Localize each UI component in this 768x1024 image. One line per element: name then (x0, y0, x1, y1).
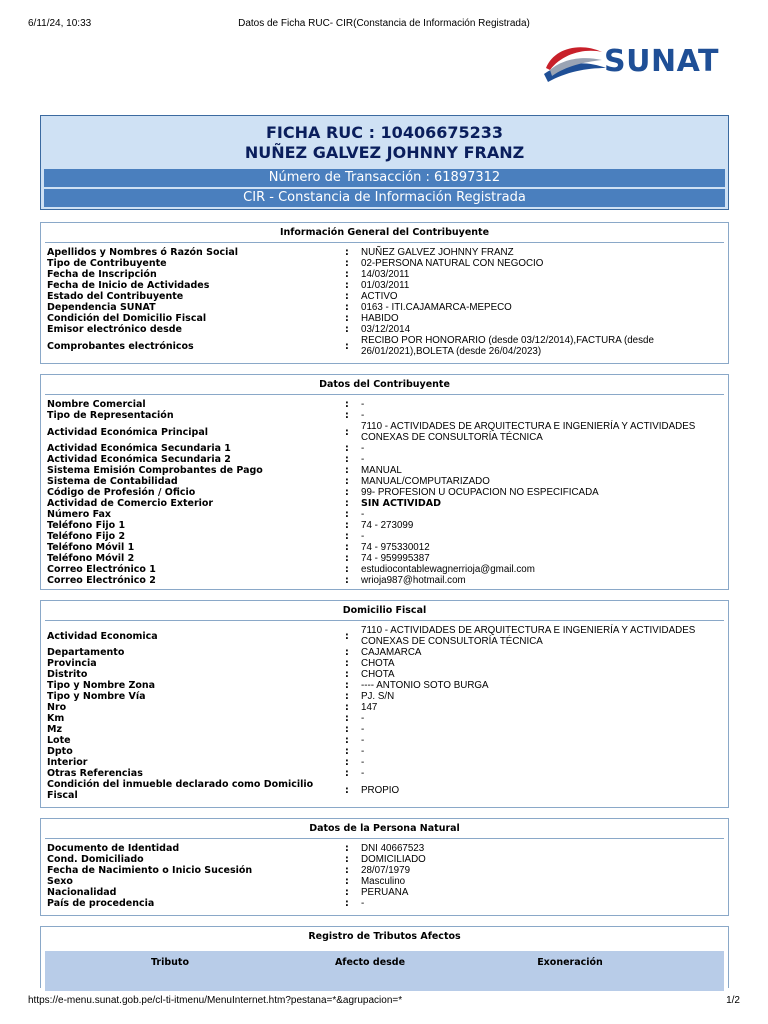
cir-title: CIR - Constancia de Información Registrada (44, 189, 725, 207)
field-separator: : (345, 498, 349, 509)
field-value: 7110 - ACTIVIDADES DE ARQUITECTURA E INGENIERÍA Y ACTIVIDADES CONEXAS DE CONSULTORÍA TÉCNICA (361, 421, 696, 443)
field-label: Teléfono Fijo 1 (47, 520, 126, 531)
field-separator: : (345, 784, 349, 796)
field-label: Teléfono Fijo 2 (47, 531, 126, 542)
field-label: Comprobantes electrónicos (47, 340, 194, 352)
field-row (47, 335, 722, 357)
field-label: Sistema de Contabilidad (47, 476, 178, 487)
field-row (47, 757, 722, 768)
field-value: Masculino (361, 876, 406, 887)
field-row (47, 625, 722, 647)
section-informacion-general (40, 222, 729, 364)
field-separator: : (345, 768, 349, 779)
field-separator: : (345, 658, 349, 669)
section-tributos-afectos (40, 926, 729, 988)
field-label: Cond. Domiciliado (47, 854, 144, 865)
column-header-afecto-desde: Afecto desde (334, 957, 406, 968)
field-row (47, 779, 722, 801)
field-row (47, 410, 722, 421)
field-label: Código de Profesión / Oficio (47, 487, 196, 498)
field-separator: : (345, 399, 349, 410)
field-separator: : (345, 887, 349, 898)
field-separator: : (345, 876, 349, 887)
field-row (47, 658, 722, 669)
field-row (47, 476, 722, 487)
print-datetime: 6/11/24, 10:33 (28, 18, 92, 29)
field-value: - (361, 410, 365, 421)
field-row (47, 575, 722, 586)
field-value: 74 - 959995387 (361, 553, 430, 564)
field-label: Sistema Emisión Comprobantes de Pago (47, 465, 263, 476)
field-label: Provincia (47, 658, 97, 669)
field-row (47, 324, 722, 335)
field-value: MANUAL (361, 465, 402, 476)
field-value: wrioja987@hotmail.com (361, 575, 466, 586)
field-row (47, 520, 722, 531)
field-separator: : (345, 647, 349, 658)
info-rows (41, 395, 728, 586)
field-value: 14/03/2011 (361, 269, 410, 280)
field-label: Fecha de Inicio de Actividades (47, 280, 210, 291)
field-label: Teléfono Móvil 2 (47, 553, 135, 564)
field-row (47, 887, 722, 898)
field-row (47, 713, 722, 724)
field-label: Fecha de Inscripción (47, 269, 157, 280)
transaction-number: Número de Transacción : 61897312 (44, 169, 725, 187)
field-row (47, 843, 722, 854)
field-value: - (361, 713, 365, 724)
field-row (47, 735, 722, 746)
field-row (47, 669, 722, 680)
field-row (47, 399, 722, 410)
ficha-header (40, 115, 729, 210)
field-label: Interior (47, 757, 88, 768)
field-row (47, 691, 722, 702)
field-value: - (361, 746, 365, 757)
field-label: Condición del inmueble declarado como Domicilio Fiscal (47, 779, 314, 801)
field-value: 03/12/2014 (361, 324, 411, 335)
field-separator: : (345, 247, 349, 258)
field-label: Lote (47, 735, 71, 746)
field-label: Tipo de Representación (47, 410, 174, 421)
field-label: Condición del Domicilio Fiscal (47, 313, 207, 324)
field-separator: : (345, 691, 349, 702)
field-value: 74 - 975330012 (361, 542, 430, 553)
field-value: 02-PERSONA NATURAL CON NEGOCIO (361, 258, 544, 269)
field-label: Emisor electrónico desde (47, 324, 182, 335)
field-label: Dpto (47, 746, 73, 757)
field-value: 28/07/1979 (361, 865, 411, 876)
field-separator: : (345, 454, 349, 465)
section-title: Domicilio Fiscal (45, 601, 724, 621)
field-row (47, 865, 722, 876)
field-label: Tipo y Nombre Vía (47, 691, 146, 702)
field-separator: : (345, 564, 349, 575)
field-row (47, 498, 722, 509)
field-separator: : (345, 443, 349, 454)
field-separator: : (345, 898, 349, 909)
section-title: Información General del Contribuyente (45, 223, 724, 243)
field-separator: : (345, 340, 349, 352)
field-value: 0163 - ITI.CAJAMARCA-MEPECO (361, 302, 512, 313)
print-footer (28, 995, 740, 1009)
field-separator: : (345, 465, 349, 476)
field-separator: : (345, 258, 349, 269)
field-label: Teléfono Móvil 1 (47, 542, 135, 553)
tributos-table-header (45, 951, 724, 991)
field-row (47, 702, 722, 713)
field-separator: : (345, 426, 349, 438)
field-row (47, 542, 722, 553)
field-row (47, 258, 722, 269)
print-document-title: Datos de Ficha RUC- CIR(Constancia de Información Registrada) (238, 18, 530, 29)
field-value: - (361, 399, 365, 410)
field-separator: : (345, 509, 349, 520)
field-separator: : (345, 476, 349, 487)
print-header (28, 18, 740, 32)
field-value: RECIBO POR HONORARIO (desde 03/12/2014),FACTURA (desde 26/01/2021),BOLETA (desde 26/04/2023) (361, 335, 654, 357)
field-separator: : (345, 680, 349, 691)
field-separator: : (345, 843, 349, 854)
field-label: Actividad Económica Secundaria 2 (47, 454, 231, 465)
field-separator: : (345, 487, 349, 498)
field-separator: : (345, 553, 349, 564)
field-row (47, 302, 722, 313)
field-separator: : (345, 724, 349, 735)
field-row (47, 509, 722, 520)
field-row (47, 247, 722, 258)
section-domicilio-fiscal (40, 600, 729, 808)
field-row (47, 421, 722, 443)
field-label: Número Fax (47, 509, 112, 520)
field-value: CHOTA (361, 658, 395, 669)
field-value: - (361, 724, 365, 735)
section-title: Datos del Contribuyente (45, 375, 724, 395)
column-header-exoneracion: Exoneración (537, 957, 603, 968)
field-row (47, 724, 722, 735)
field-label: Mz (47, 724, 62, 735)
field-label: Nro (47, 702, 67, 713)
field-label: Correo Electrónico 2 (47, 575, 156, 586)
field-row (47, 487, 722, 498)
field-label: Distrito (47, 669, 88, 680)
field-value: - (361, 898, 365, 909)
field-value: DOMICILIADO (361, 854, 426, 865)
field-label: Correo Electrónico 1 (47, 564, 156, 575)
field-value: 147 (361, 702, 378, 713)
info-rows (41, 621, 728, 801)
field-label: Otras Referencias (47, 768, 143, 779)
field-value: ---- ANTONIO SOTO BURGA (361, 680, 489, 691)
field-label: Documento de Identidad (47, 843, 180, 854)
page-number: 1/2 (726, 995, 740, 1006)
field-row (47, 553, 722, 564)
sunat-logo (540, 36, 730, 88)
field-value: estudiocontablewagnerrioja@gmail.com (361, 564, 535, 575)
field-label: Actividad Económica Secundaria 1 (47, 443, 231, 454)
field-label: Departamento (47, 647, 125, 658)
field-value: - (361, 757, 365, 768)
field-row (47, 768, 722, 779)
field-separator: : (345, 669, 349, 680)
ruc-line: FICHA RUC : 10406675233 (265, 123, 504, 142)
field-separator: : (345, 854, 349, 865)
field-row (47, 269, 722, 280)
field-value: CAJAMARCA (361, 647, 422, 658)
field-row (47, 680, 722, 691)
field-row (47, 465, 722, 476)
field-row (47, 313, 722, 324)
field-value: 7110 - ACTIVIDADES DE ARQUITECTURA E INGENIERÍA Y ACTIVIDADES CONEXAS DE CONSULTORÍA TÉCNICA (361, 625, 696, 647)
field-separator: : (345, 531, 349, 542)
field-label: Actividad Economica (47, 630, 158, 642)
field-value: PJ. S/N (361, 691, 395, 702)
field-row (47, 898, 722, 909)
field-value: - (361, 768, 365, 779)
field-row (47, 443, 722, 454)
sunat-logo-text: SUNAT (604, 44, 719, 79)
field-value: HABIDO (361, 313, 399, 324)
field-label: Actividad Económica Principal (47, 426, 209, 438)
field-separator: : (345, 735, 349, 746)
section-persona-natural (40, 818, 729, 916)
field-separator: : (345, 520, 349, 531)
field-value: - (361, 735, 365, 746)
field-value: 01/03/2011 (361, 280, 410, 291)
field-row (47, 280, 722, 291)
field-separator: : (345, 713, 349, 724)
field-value: PROPIO (361, 784, 400, 796)
field-separator: : (345, 702, 349, 713)
field-row (47, 564, 722, 575)
field-label: Estado del Contribuyente (47, 291, 184, 302)
section-title: Registro de Tributos Afectos (308, 931, 461, 942)
field-row (47, 876, 722, 887)
field-value: NUÑEZ GALVEZ JOHNNY FRANZ (361, 247, 514, 258)
field-label: País de procedencia (47, 898, 155, 909)
field-label: Tipo y Nombre Zona (47, 680, 156, 691)
field-value: - (361, 454, 365, 465)
info-rows (41, 243, 728, 357)
field-separator: : (345, 313, 349, 324)
field-value: 74 - 273099 (361, 520, 414, 531)
field-separator: : (345, 865, 349, 876)
field-separator: : (345, 630, 349, 642)
field-row (47, 454, 722, 465)
field-value: SIN ACTIVIDAD (361, 498, 441, 509)
column-header-tributo: Tributo (150, 957, 189, 968)
contributor-name: NUÑEZ GALVEZ JOHNNY FRANZ (244, 143, 525, 162)
section-datos-contribuyente (40, 374, 729, 590)
field-label: Dependencia SUNAT (47, 302, 156, 313)
field-label: Km (47, 713, 65, 724)
field-label: Fecha de Nacimiento o Inicio Sucesión (47, 865, 253, 876)
field-value: DNI 40667523 (361, 843, 425, 854)
field-separator: : (345, 269, 349, 280)
field-row (47, 531, 722, 542)
field-separator: : (345, 280, 349, 291)
field-label: Tipo de Contribuyente (47, 258, 167, 269)
field-row (47, 647, 722, 658)
field-value: 99- PROFESION U OCUPACION NO ESPECIFICADA (361, 487, 599, 498)
section-title: Datos de la Persona Natural (45, 819, 724, 839)
field-row (47, 854, 722, 865)
field-separator: : (345, 575, 349, 586)
field-separator: : (345, 302, 349, 313)
field-row (47, 291, 722, 302)
field-label: Sexo (47, 876, 73, 887)
field-separator: : (345, 746, 349, 757)
field-value: ACTIVO (361, 291, 398, 302)
field-separator: : (345, 757, 349, 768)
field-label: Nombre Comercial (47, 399, 146, 410)
field-row (47, 746, 722, 757)
field-label: Apellidos y Nombres ó Razón Social (47, 247, 239, 258)
field-label: Nacionalidad (47, 887, 117, 898)
field-label: Actividad de Comercio Exterior (47, 498, 214, 509)
sunat-logo-icon (540, 38, 610, 86)
field-separator: : (345, 410, 349, 421)
field-value: - (361, 443, 365, 454)
print-url: https://e-menu.sunat.gob.pe/cl-ti-itmenu/MenuInternet.htm?pestana=*&agrupacion=* (28, 995, 403, 1006)
info-rows (41, 839, 728, 909)
field-value: MANUAL/COMPUTARIZADO (361, 476, 490, 487)
field-value: CHOTA (361, 669, 395, 680)
field-value: - (361, 531, 365, 542)
field-separator: : (345, 542, 349, 553)
ficha-title (44, 119, 725, 167)
field-separator: : (345, 291, 349, 302)
field-separator: : (345, 324, 349, 335)
field-value: PERUANA (361, 887, 409, 898)
field-value: - (361, 509, 365, 520)
